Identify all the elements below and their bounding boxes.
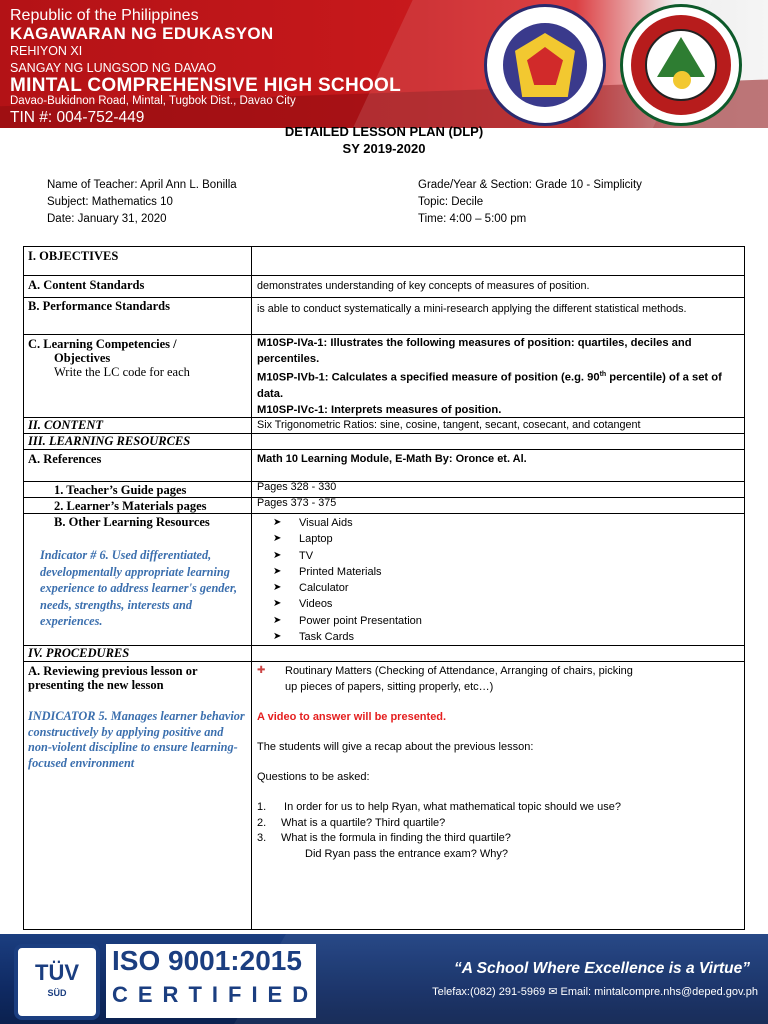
teachers-guide-label: 1. Teacher’s Guide pages <box>54 483 187 497</box>
performance-standards-value: is able to conduct systematically a mini-research applying the different statistical methods. <box>257 303 687 315</box>
topic: Topic: Decile <box>418 196 484 208</box>
performance-standards-label: B. Performance Standards <box>28 299 170 313</box>
learning-competencies-value <box>257 335 741 418</box>
lc-item: M10SP-IVc-1: Interprets measures of position. <box>257 403 502 416</box>
resource-item: ➤ TV <box>273 549 314 562</box>
lc-label-line3: Write the LC code for each <box>54 365 190 379</box>
learners-materials-label: 2. Learner’s Materials pages <box>54 499 207 513</box>
resources-list <box>251 515 735 645</box>
tuv-logo: TÜV SÜD <box>14 944 100 1020</box>
content-standards-label: A. Content Standards <box>28 278 145 292</box>
resource-item: ➤ Power point Presentation <box>273 614 422 627</box>
header-department: KAGAWARAN NG EDUKASYON <box>10 24 274 43</box>
school-year: SY 2019-2020 <box>342 141 426 156</box>
contact-info: Telefax:(082) 291-5969 ✉ Email: mintalcompre.nhs@deped.gov.ph <box>432 986 758 998</box>
school-motto: “A School Where Excellence is a Virtue” <box>453 960 750 977</box>
meta-left <box>47 178 237 229</box>
arrow-bullet-icon: ➤ <box>273 631 282 643</box>
resource-item: ➤ Task Cards <box>273 631 355 644</box>
deped-seal-logo <box>484 4 606 126</box>
meta-right <box>418 178 642 229</box>
recap-note: The students will give a recap about the previous lesson: <box>257 741 534 753</box>
learners-materials-pages: Pages 373 - 375 <box>257 497 337 509</box>
lc-item: M10SP-IVb-1: Calculates a specified measure of position (e.g. 90th percentile) of a set of data. <box>257 371 722 400</box>
content-standards-value: demonstrates understanding of key concepts of measures of position. <box>257 280 590 292</box>
indicator-5-note: INDICATOR 5. Manages learner behavior constructively by applying positive and non-violent discipline to ensure learning-focused environment <box>28 709 245 770</box>
lc-item: M10SP-IVa-1: Illustrates the following measures of position: quartiles, deciles and percentiles. <box>257 337 692 365</box>
time: Time: 4:00 – 5:00 pm <box>418 213 527 225</box>
row-divider <box>24 661 744 662</box>
routine-line-2: up pieces of papers, sitting properly, etc…) <box>285 681 494 693</box>
header-region: REHIYON XI <box>10 44 83 58</box>
resource-item: ➤ Laptop <box>273 533 333 546</box>
routine-bullet-icon: ✚ <box>257 665 266 676</box>
lc-label-line1: C. Learning Competencies / <box>28 337 177 351</box>
header-republic: Republic of the Philippines <box>10 7 199 24</box>
resource-item: ➤ Videos <box>273 598 333 611</box>
arrow-bullet-icon: ➤ <box>273 582 282 594</box>
question-item: 2. What is a quartile? Third quartile? <box>257 816 446 829</box>
routine-line: ✚ Routinary Matters (Checking of Attendance, Arranging of chairs, picking <box>257 665 633 677</box>
other-resources-label: B. Other Learning Resources <box>54 515 210 529</box>
arrow-bullet-icon: ➤ <box>273 614 282 626</box>
lc-label-line2: Objectives <box>54 351 111 365</box>
arrow-bullet-icon: ➤ <box>273 598 282 610</box>
row-divider <box>24 449 744 450</box>
grade-section: Grade/Year & Section: Grade 10 - Simplicity <box>418 179 642 191</box>
row-divider <box>24 513 744 514</box>
question-item: 3. What is the formula in finding the third quartile? <box>257 832 511 844</box>
subject: Subject: Mathematics 10 <box>47 196 173 208</box>
content-value: Six Trigonometric Ratios: sine, cosine, tangent, secant, cosecant, and cotangent <box>257 419 641 431</box>
content-heading: II. CONTENT <box>28 418 104 432</box>
procedure-content <box>257 663 741 861</box>
row-divider <box>24 297 744 298</box>
question-item: Did Ryan pass the entrance exam? Why? <box>305 847 508 860</box>
arrow-bullet-icon: ➤ <box>273 533 282 545</box>
header-tin: TIN #: 004-752-449 <box>10 109 145 126</box>
teacher-name: Name of Teacher: April Ann L. Bonilla <box>47 179 237 191</box>
header-address: Davao-Bukidnon Road, Mintal, Tugbok Dist., Davao City <box>10 95 296 107</box>
header-division: SANGAY NG LUNGSOD NG DAVAO <box>10 61 217 75</box>
learning-competencies-label <box>28 337 246 379</box>
review-lesson-label: A. Reviewing previous lesson or presenting the new lesson <box>28 664 198 692</box>
iso-certified: CERTIFIED <box>112 982 319 1007</box>
objectives-heading: I. OBJECTIVES <box>28 249 119 263</box>
arrow-bullet-icon: ➤ <box>273 565 282 577</box>
iso-standard: ISO 9001:2015 <box>112 945 302 976</box>
learning-resources-heading: III. LEARNING RESOURCES <box>28 434 191 448</box>
resource-item: ➤ Visual Aids <box>273 517 353 529</box>
teachers-guide-pages: Pages 328 - 330 <box>257 481 337 493</box>
header-school-name: MINTAL COMPREHENSIVE HIGH SCHOOL <box>10 75 402 96</box>
arrow-bullet-icon: ➤ <box>273 517 282 528</box>
references-label: A. References <box>28 452 102 466</box>
questions-label: Questions to be asked: <box>257 771 370 783</box>
arrow-bullet-icon: ➤ <box>273 549 282 561</box>
date: Date: January 31, 2020 <box>47 213 167 225</box>
lesson-plan-table <box>23 246 745 930</box>
school-seal-logo <box>620 4 742 126</box>
video-note: A video to answer will be presented. <box>257 711 447 723</box>
references-value: Math 10 Learning Module, E-Math By: Oronce et. Al. <box>257 453 527 465</box>
indicator-6-note: Indicator # 6. Used differentiated, developmentally appropriate learning experience to address learner's gender, needs, strengths, interests and experiences. <box>40 548 238 629</box>
question-item: 1. In order for us to help Ryan, what mathematical topic should we use? <box>257 801 621 813</box>
document-title: DETAILED LESSON PLAN (DLP) <box>284 124 484 139</box>
resource-item: ➤ Printed Materials <box>273 565 382 578</box>
procedures-heading: IV. PROCEDURES <box>28 646 130 660</box>
resource-item: ➤ Calculator <box>273 582 349 595</box>
row-divider <box>24 275 744 276</box>
